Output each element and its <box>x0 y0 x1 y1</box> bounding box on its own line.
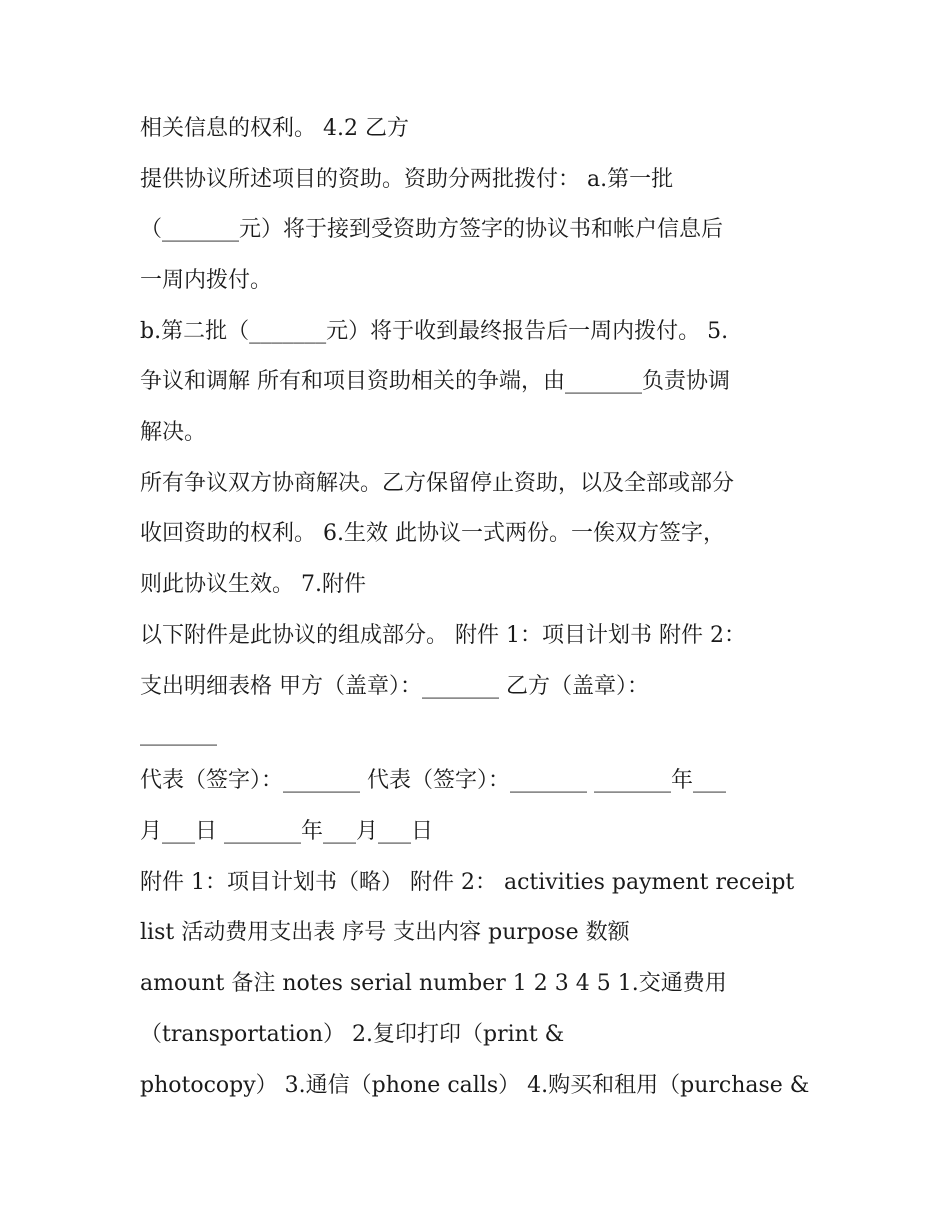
text-line: 附件 1：项目计划书（略） 附件 2： activities payment receipt <box>140 870 795 895</box>
text-line: 争议和调解 所有和项目资助相关的争端，由_______负责协调 <box>140 369 730 394</box>
text-line: photocopy） 3.通信（phone calls） 4.购买和租用（purchase & <box>140 1073 810 1098</box>
text-line: 相关信息的权利。 4.2 乙方 <box>140 116 409 141</box>
text-line: 所有争议双方协商解决。乙方保留停止资助，以及全部或部分 <box>140 471 735 496</box>
text-line: 月___日 _______年___月___日 <box>140 819 433 844</box>
text-line: b.第二批（_______元）将于收到最终报告后一周内拨付。 5. <box>140 319 729 344</box>
text-line: （_______元）将于接到受资助方签字的协议书和帐户信息后 <box>140 217 724 242</box>
text-line: _______ <box>140 721 217 746</box>
text-line: （transportation） 2.复印打印（print & <box>140 1022 565 1047</box>
text-line: 支出明细表格 甲方（盖章）：_______ 乙方（盖章）： <box>140 674 649 699</box>
text-line: 以下附件是此协议的组成部分。 附件 1：项目计划书 附件 2： <box>140 623 746 648</box>
text-line: 提供协议所述项目的资助。资助分两批拨付： a.第一批 <box>140 167 674 192</box>
text-line: 收回资助的权利。 6.生效 此协议一式两份。一俟双方签字， <box>140 521 725 546</box>
text-line: amount 备注 notes serial number 1 2 3 4 5 1.交通费用 <box>140 971 727 996</box>
text-line: list 活动费用支出表 序号 支出内容 purpose 数额 <box>140 920 630 945</box>
text-line: 代表（签字）：_______ 代表（签字）：_______ _______年___ <box>140 768 726 793</box>
text-line: 一周内拨付。 <box>140 268 273 293</box>
text-line: 则此协议生效。 7.附件 <box>140 572 366 597</box>
text-line: 解决。 <box>140 420 207 445</box>
